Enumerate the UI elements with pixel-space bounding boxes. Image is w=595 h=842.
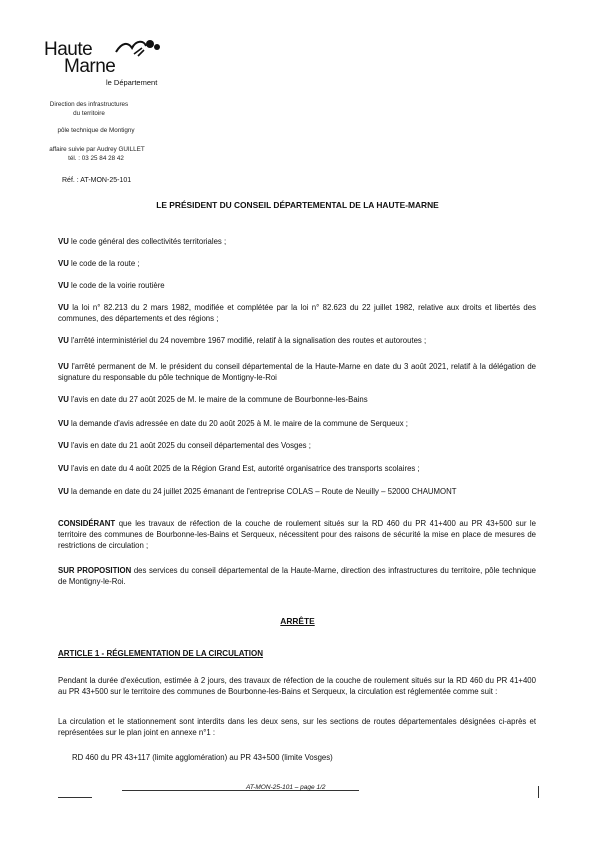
proposition-lead: SUR PROPOSITION	[58, 566, 132, 575]
vu-item	[58, 361, 536, 383]
vu-text: l'avis en date du 21 août 2025 du conseil départemental des Vosges ;	[68, 441, 311, 450]
document-title: LE PRÉSIDENT DU CONSEIL DÉPARTEMENTAL DE LA HAUTE-MARNE	[156, 200, 439, 210]
vu-text: le code de la route ;	[68, 259, 140, 268]
vu-lead: VU	[58, 237, 69, 246]
proposition-text: des services du conseil départemental de la Haute-Marne, direction des infrastructures du territoire, pôle technique de Montigny-le-Roi.	[58, 566, 536, 586]
vu-lead: VU	[58, 259, 69, 268]
vu-lead: VU	[58, 395, 69, 404]
affaire-line1: affaire suivie par Audrey GUILLET	[49, 146, 145, 153]
vu-lead: VU	[58, 419, 69, 428]
vu-lead: VU	[58, 362, 69, 371]
reference: Réf. : AT-MON-25-101	[62, 177, 132, 184]
vu-text: la demande d'avis adressée en date du 20 août 2025 à M. le maire de la commune de Serqueux ;	[68, 419, 408, 428]
arrete-heading: ARRÊTE	[280, 616, 315, 626]
vu-text: l'arrêté permanent de M. le président du conseil départemental de la Haute-Marne en date du 3 août 2021, relatif à la délégation de signature du responsable du pôle technique de Montigny-le-Roi	[58, 362, 536, 382]
article1-section: RD 460 du PR 43+117 (limite agglomération) au PR 43+500 (limite Vosges)	[72, 753, 333, 762]
vu-item	[58, 258, 536, 269]
vu-item	[58, 418, 536, 429]
vu-text: l'avis en date du 27 août 2025 de M. le maire de la commune de Bourbonne-les-Bains	[68, 395, 368, 404]
direction-line2: du territoire	[73, 110, 105, 117]
logo-haute: Haute	[44, 39, 93, 60]
vu-text: la demande en date du 24 juillet 2025 émanant de l'entreprise COLAS – Route de Neuilly – 52000 CHAUMONT	[68, 487, 457, 496]
vu-lead: VU	[58, 441, 69, 450]
vu-lead: VU	[58, 303, 69, 312]
considerant-item	[58, 518, 536, 551]
vu-item	[58, 280, 536, 291]
vu-item	[58, 486, 536, 497]
affaire-phone: tél. : 03 25 84 28 42	[68, 155, 124, 162]
pole-label: pôle technique de Montigny	[57, 127, 135, 134]
logo-marne: Marne	[64, 56, 116, 77]
vu-lead: VU	[58, 487, 69, 496]
vu-item	[58, 236, 536, 247]
footer-rule-left	[58, 797, 92, 798]
vu-text: le code de la voirie routière	[68, 281, 165, 290]
considerant-text: que les travaux de réfection de la couche de roulement situés sur la RD 460 du PR 41+400 au PR 43+500 sur le territoire des communes de Bourbonne-les-Bains et Serqueux, nécessitent pour des raisons de sécurité la mise en place de mesures de restrictions de circulation ;	[58, 519, 536, 550]
footer-mark	[538, 786, 539, 798]
vu-item	[58, 335, 536, 346]
article1-paragraph: La circulation et le stationnement sont interdits dans les deux sens, sur les sections de routes départementales désignées ci-après et représentées sur le plan joint en annexe n°1 :	[58, 717, 536, 737]
vu-item	[58, 463, 536, 474]
considerant-lead: CONSIDÉRANT	[58, 519, 116, 528]
vu-text: l'arrêté interministériel du 24 novembre 1967 modifié, relatif à la signalisation des routes et autoroutes ;	[68, 336, 427, 345]
vu-item	[58, 394, 536, 405]
vu-item	[58, 302, 536, 324]
vu-lead: VU	[58, 336, 69, 345]
vu-text: la loi n° 82.213 du 2 mars 1982, modifiée et complétée par la loi n° 82.623 du 22 juillet 1982, relative aux droits et libertés des communes, des départements et des régions ;	[58, 303, 536, 323]
vu-lead: VU	[58, 464, 69, 473]
proposition-item	[58, 565, 536, 587]
vu-lead: VU	[58, 281, 69, 290]
logo-departement: le Département	[106, 78, 158, 87]
vu-item	[58, 440, 536, 451]
article1-paragraph: Pendant la durée d'exécution, estimée à 2 jours, des travaux de réfection de la couche de roulement situés sur la RD 460 du PR 41+400 au PR 43+500 sur le territoire des communes de Bourbonne-les-Bains et Serqueux, la circulation est réglementée comme suit :	[58, 676, 536, 696]
logo-emblem-icon	[114, 36, 162, 62]
vu-text: le code général des collectivités territoriales ;	[68, 237, 227, 246]
direction-line1: Direction des infrastructures	[49, 101, 129, 108]
footer-page-ref: AT-MON-25-101 – page 1/2	[246, 784, 326, 791]
vu-text: l'avis en date du 4 août 2025 de la Région Grand Est, autorité organisatrice des transports scolaires ;	[68, 464, 420, 473]
article1-title: ARTICLE 1 - RÉGLEMENTATION DE LA CIRCULATION	[58, 649, 264, 658]
